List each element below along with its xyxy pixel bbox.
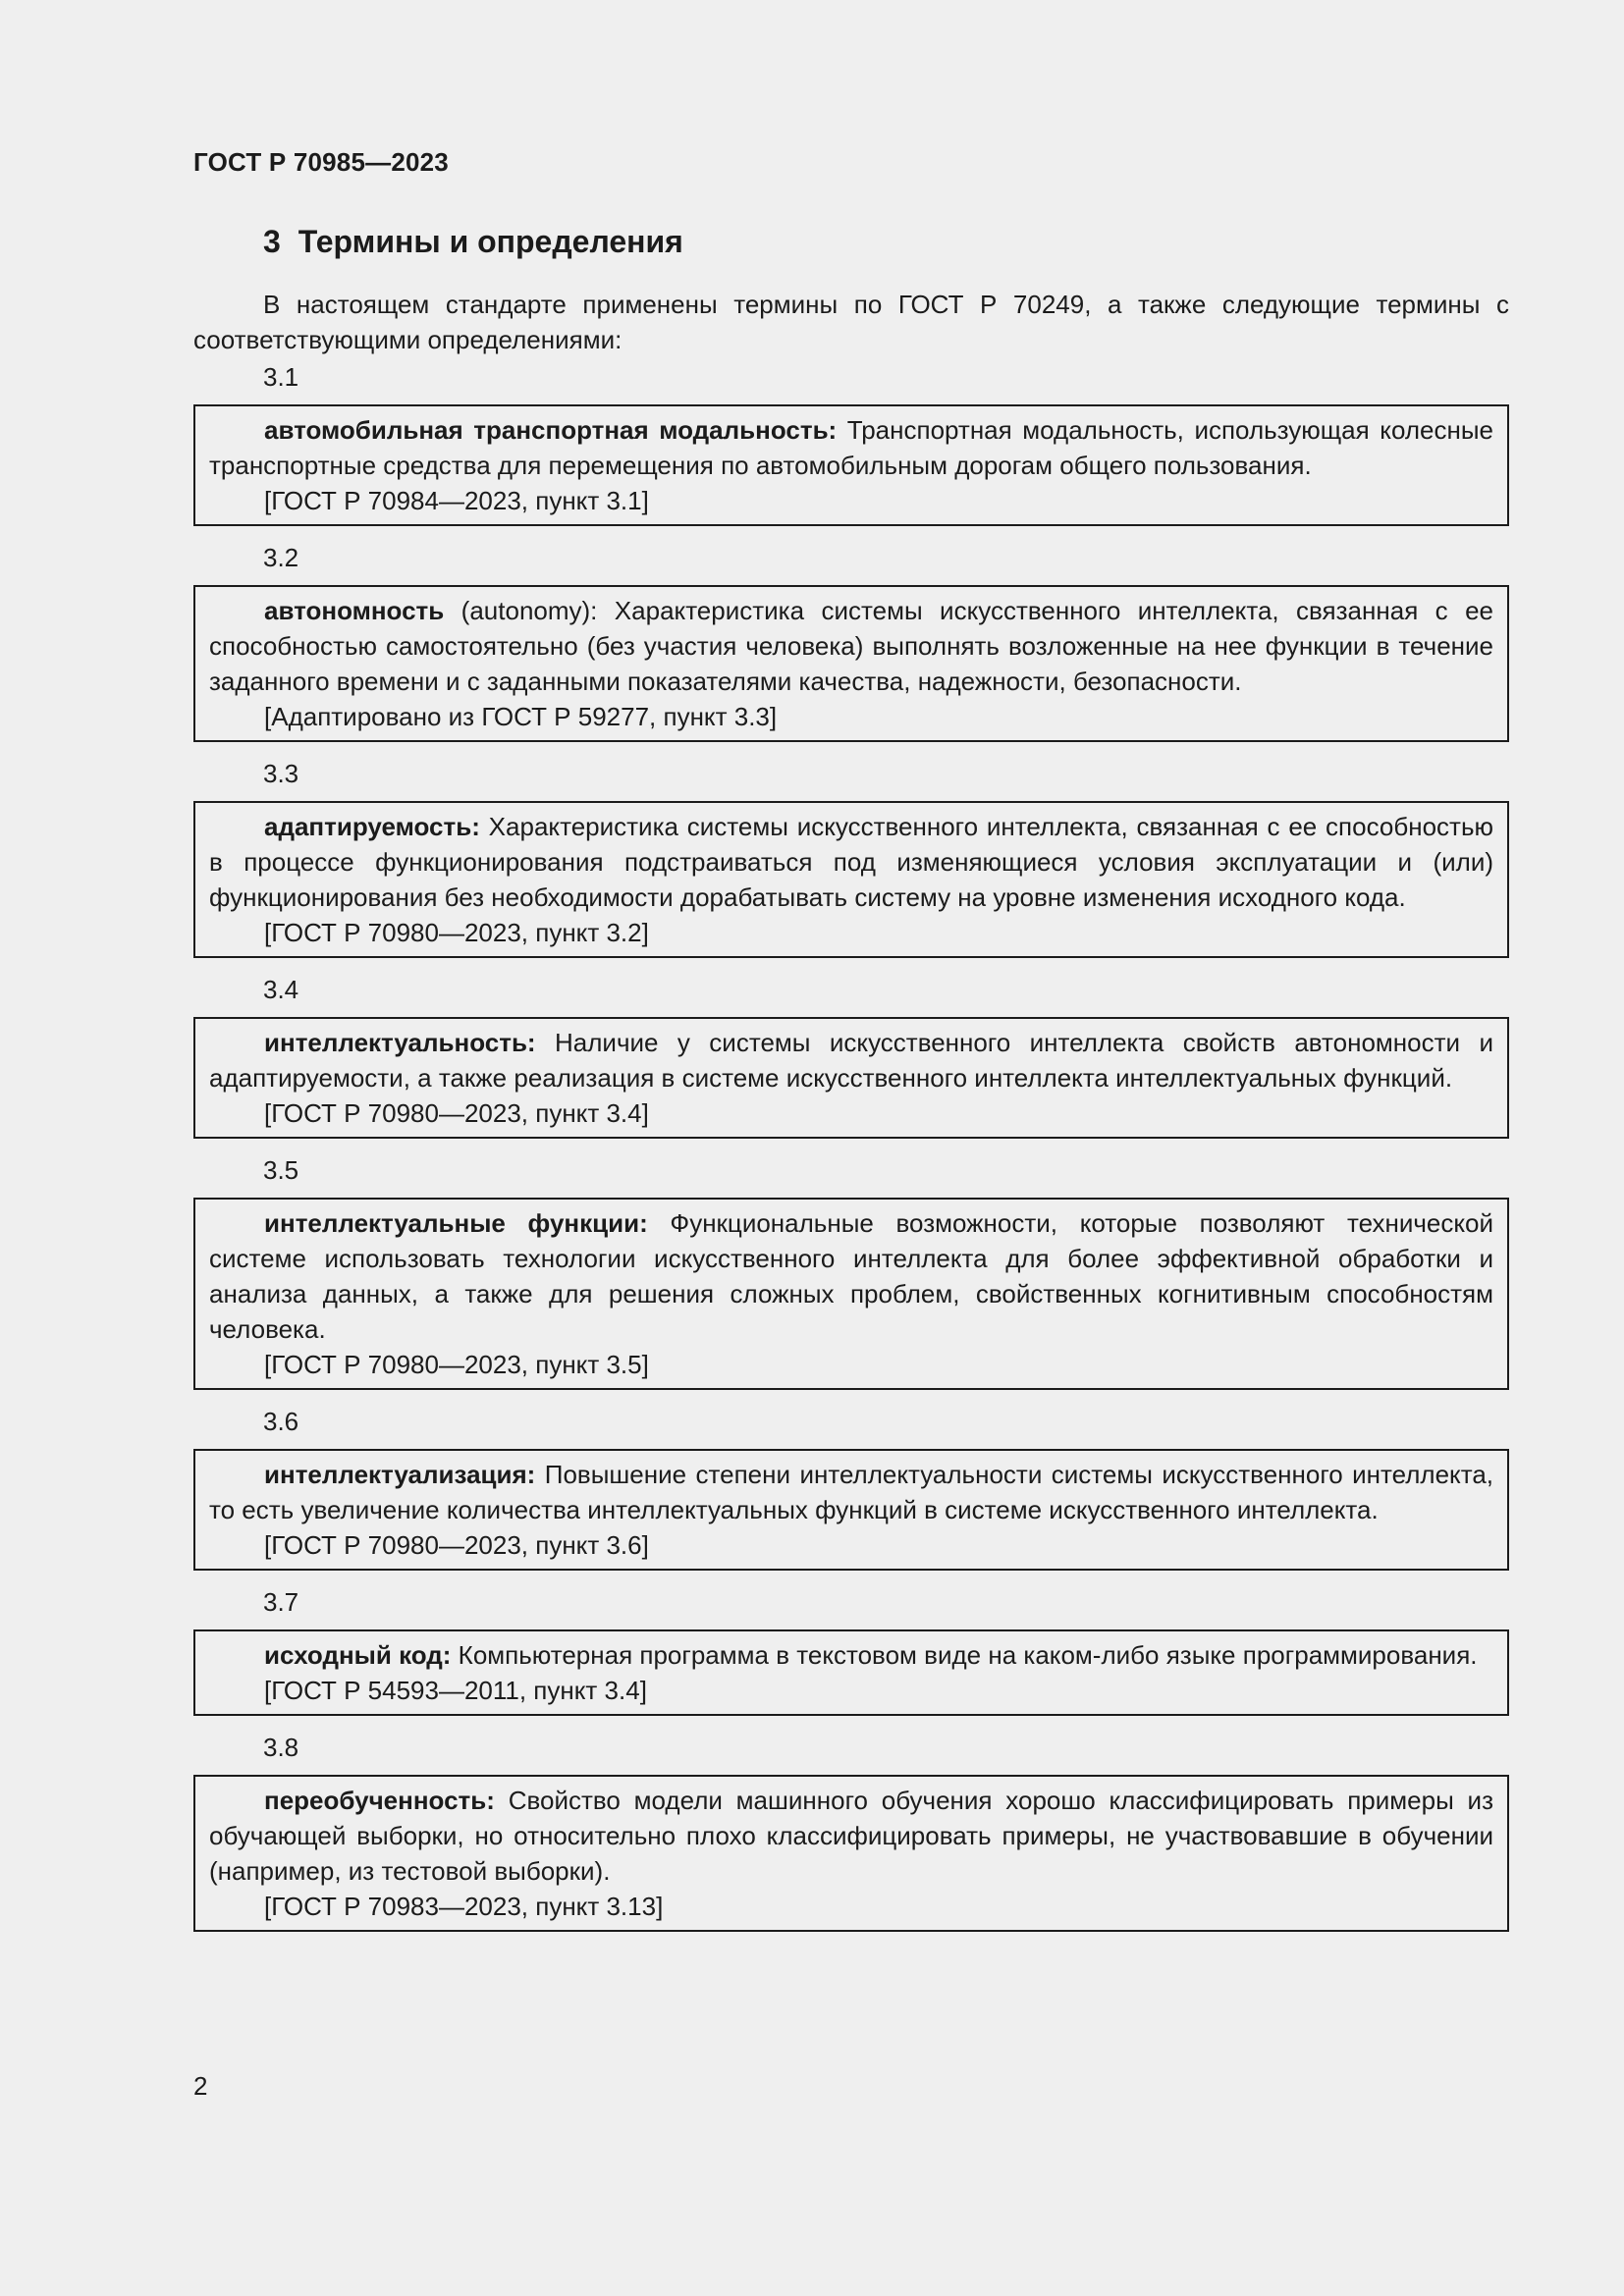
document-id-header: ГОСТ Р 70985—2023 xyxy=(193,147,449,177)
term-number: 3.7 xyxy=(263,1587,299,1617)
term-number: 3.3 xyxy=(263,759,299,788)
term-number: 3.4 xyxy=(263,975,299,1004)
term-name: автомобильная транспортная модальность: xyxy=(264,415,838,445)
term-name: исходный код: xyxy=(264,1640,452,1670)
term-entry xyxy=(193,1017,1509,1139)
section-intro: В настоящем стандарте применены термины по ГОСТ Р 70249, а также следующие термины с соответствующими определениями: xyxy=(193,290,1509,354)
section-title xyxy=(263,224,683,260)
term-number: 3.2 xyxy=(263,543,299,572)
term-name: переобученность: xyxy=(264,1786,495,1815)
term-name: интеллектуализация: xyxy=(264,1460,536,1489)
term-definition xyxy=(209,593,1493,699)
term-number: 3.8 xyxy=(263,1733,299,1762)
term-definition xyxy=(209,1457,1493,1527)
term-entry xyxy=(193,404,1509,526)
term-number: 3.5 xyxy=(263,1155,299,1185)
term-definition xyxy=(209,1025,1493,1095)
term-definition xyxy=(209,809,1493,915)
term-source: [ГОСТ Р 70984—2023, пункт 3.1] xyxy=(264,486,649,515)
term-name: автономность xyxy=(264,596,445,625)
terms-content xyxy=(193,287,1509,1946)
term-name: интеллектуальные функции: xyxy=(264,1208,648,1238)
term-number: 3.6 xyxy=(263,1407,299,1436)
term-definition-text: Наличие у системы искусственного интеллекта свойств автономности и адаптируемости, а также реализация в системе искусственного интеллекта интеллектуальных функций. xyxy=(209,1028,1493,1093)
term-source: [Адаптировано из ГОСТ Р 59277, пункт 3.3] xyxy=(264,702,778,731)
term-name: адаптируемость: xyxy=(264,812,480,841)
term-source: [ГОСТ Р 54593—2011, пункт 3.4] xyxy=(264,1676,647,1705)
term-definition xyxy=(209,1637,1493,1673)
term-extra: (autonomy): xyxy=(444,596,598,625)
term-source: [ГОСТ Р 70980—2023, пункт 3.5] xyxy=(264,1350,649,1379)
term-definition-text: Компьютерная программа в текстовом виде на каком-либо языке программирования. xyxy=(451,1640,1478,1670)
term-definition xyxy=(209,412,1493,483)
term-number: 3.1 xyxy=(263,362,299,392)
term-entry xyxy=(193,1775,1509,1932)
section-title-text: Термины и определения xyxy=(298,224,683,259)
term-entry xyxy=(193,1629,1509,1716)
term-entry xyxy=(193,1198,1509,1390)
term-definition-text: Функциональные возможности, которые позволяют технической системе использовать технологии искусственного интеллекта для более эффективной обработки и анализа данных, а также для решения сложных проблем, свойственных когнитивным способностям человека. xyxy=(209,1208,1494,1344)
term-source: [ГОСТ Р 70980—2023, пункт 3.2] xyxy=(264,918,649,947)
term-definition-text: Характеристика системы искусственного интеллекта, связанная с ее способностью самостоятельно (без участия человека) выполнять возложенные на нее функции в течение заданного времени и с заданными показателями качества, надежности, безопасности. xyxy=(209,596,1493,696)
term-definition xyxy=(209,1783,1493,1889)
term-source: [ГОСТ Р 70980—2023, пункт 3.6] xyxy=(264,1530,649,1560)
term-definition-text: Характеристика системы искусственного интеллекта, связанная с ее способностью в процессе функционирования подстраиваться под изменяющиеся условия эксплуатации и (или) функционирования без необходимости дорабатывать систему на уровне изменения исходного кода. xyxy=(209,812,1493,912)
term-entry xyxy=(193,585,1509,742)
term-source: [ГОСТ Р 70983—2023, пункт 3.13] xyxy=(264,1892,664,1921)
term-definition-text: Повышение степени интеллектуальности системы искусственного интеллекта, то есть увеличение количества интеллектуальных функций в системе искусственного интеллекта. xyxy=(209,1460,1493,1524)
term-name: интеллектуальность: xyxy=(264,1028,536,1057)
section-number: 3 xyxy=(263,224,281,259)
term-entry xyxy=(193,801,1509,958)
term-definition xyxy=(209,1205,1493,1347)
term-definition-text: Транспортная модальность, использующая колесные транспортные средства для перемещения по автомобильным дорогам общего пользования. xyxy=(209,415,1493,480)
term-definition-text: Свойство модели машинного обучения хорошо классифицировать примеры из обучающей выборки, но относительно плохо классифицировать примеры, не участвовавшие в обучении (например, из тестовой выборки). xyxy=(209,1786,1493,1886)
page-number: 2 xyxy=(193,2071,208,2101)
term-source: [ГОСТ Р 70980—2023, пункт 3.4] xyxy=(264,1098,649,1128)
term-entry xyxy=(193,1449,1509,1571)
